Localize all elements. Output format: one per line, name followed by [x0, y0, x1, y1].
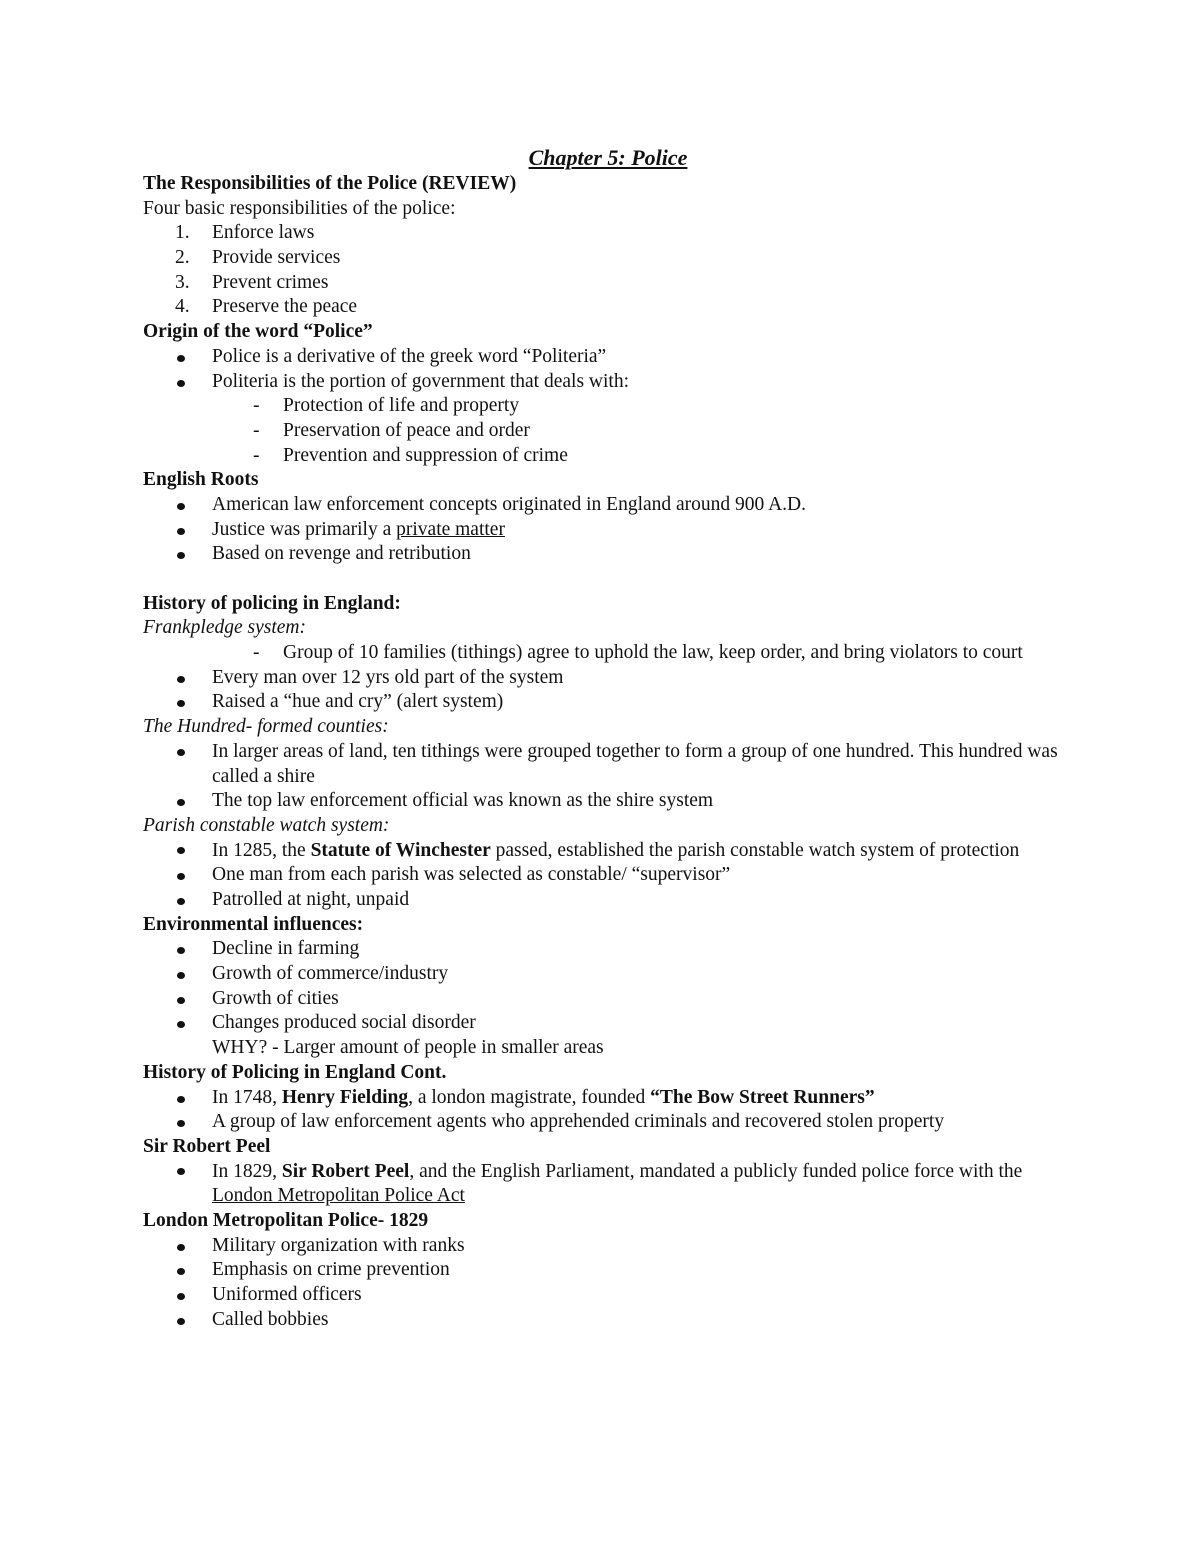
bullet-icon [143, 494, 212, 519]
bullet-item: Military organization with ranks [143, 1234, 1073, 1259]
dash-item: - Preservation of peace and order [143, 419, 1073, 444]
bullet-icon [143, 543, 212, 568]
bullet-icon [143, 1309, 212, 1334]
bullet-icon [143, 1160, 212, 1185]
bullet-item: In 1829, Sir Robert Peel, and the English Parliament, mandated a publicly funded police force with the London Metropolitan Police Act [143, 1160, 1073, 1209]
bullet-item: American law enforcement concepts originated in England around 900 A.D. [143, 493, 1073, 518]
page-title: Chapter 5: Police [528, 145, 688, 170]
item-number: 4. [175, 296, 190, 318]
bold-term: Sir Robert Peel [281, 1160, 410, 1182]
responsibilities-intro: Four basic responsibilities of the police: [143, 197, 456, 219]
heading-english-roots: English Roots [143, 469, 259, 491]
bullet-icon [143, 667, 212, 692]
heading-history-cont: History of Policing in England Cont. [143, 1061, 447, 1083]
item-number: 2. [175, 247, 190, 269]
dash-icon: - [253, 419, 260, 441]
bullet-item: Uniformed officers [143, 1283, 1073, 1308]
bullet-icon [143, 889, 212, 914]
bullet-icon [143, 864, 212, 889]
bullet-item: Police is a derivative of the greek word “Politeria” [143, 345, 1073, 370]
bullet-item: One man from each parish was selected as constable/ “supervisor” [143, 863, 1073, 888]
numbered-item [143, 246, 1073, 271]
numbered-item [143, 221, 1073, 246]
subheading-parish: Parish constable watch system: [143, 814, 390, 836]
item-text: Preserve the peace [212, 296, 358, 318]
subheading-hundred: The Hundred- formed counties: [143, 716, 389, 738]
bullet-icon [143, 839, 212, 864]
bullet-icon [143, 1284, 212, 1309]
numbered-item [143, 271, 1073, 296]
dash-icon: - [253, 395, 260, 417]
heading-responsibilities: The Responsibilities of the Police (REVIEW) [143, 173, 517, 194]
heading-history: History of policing in England: [143, 592, 401, 614]
bullet-item: Growth of commerce/industry [143, 962, 1073, 987]
heading-peel: Sir Robert Peel [143, 1135, 271, 1157]
bullet-item: The top law enforcement official was known as the shire system [143, 789, 1073, 814]
bullet-item: In 1285, the Statute of Winchester passed, established the parish constable watch system of protection [143, 839, 1073, 864]
bullet-item: Based on revenge and retribution [143, 542, 1073, 567]
item-text: Prevent crimes [212, 271, 329, 293]
bullet-icon [143, 1260, 212, 1285]
bullet-icon [143, 988, 212, 1013]
bold-term: “The Bow Street Runners” [650, 1086, 875, 1108]
heading-origin: Origin of the word “Police” [143, 321, 373, 343]
heading-environmental: Environmental influences: [143, 913, 364, 935]
bullet-item: Justice was primarily a private matter [143, 518, 1073, 543]
bullet-item: Decline in farming [143, 937, 1073, 962]
bullet-icon [143, 790, 212, 815]
underlined-term: private matter [396, 518, 505, 540]
bullet-item: In larger areas of land, ten tithings were grouped together to form a group of one hundred. This hundred was called a shire [143, 740, 1073, 789]
dash-item: - Prevention and suppression of crime [143, 444, 1073, 469]
bullet-item: Growth of cities [143, 987, 1073, 1012]
dash-icon: - [253, 444, 260, 466]
subheading-frankpledge: Frankpledge system: [143, 617, 306, 639]
bullet-icon [143, 740, 212, 765]
bullet-item: Patrolled at night, unpaid [143, 888, 1073, 913]
bullet-icon [143, 692, 212, 717]
bullet-icon [143, 939, 212, 964]
blank-line [143, 567, 1073, 592]
bullet-icon [143, 1111, 212, 1136]
bold-term: Henry Fielding [281, 1086, 409, 1108]
numbered-item [143, 295, 1073, 320]
bullet-item: Called bobbies [143, 1308, 1073, 1333]
bullet-item: Every man over 12 yrs old part of the system [143, 666, 1073, 691]
bullet-item: Raised a “hue and cry” (alert system) [143, 690, 1073, 715]
bullet-icon [143, 1087, 212, 1112]
item-number: 1. [175, 222, 190, 244]
item-number: 3. [175, 271, 190, 293]
heading-london: London Metropolitan Police- 1829 [143, 1209, 429, 1231]
dash-item: - Protection of life and property [143, 394, 1073, 419]
bullet-item: Emphasis on crime prevention [143, 1258, 1073, 1283]
dash-item: - Group of 10 families (tithings) agree to uphold the law, keep order, and bring violators to court [143, 641, 1073, 666]
bullet-item: In 1748, Henry Fielding, a london magistrate, founded “The Bow Street Runners” [143, 1086, 1073, 1111]
notes-content [143, 144, 1073, 1332]
bullet-icon [143, 346, 212, 371]
item-text: Enforce laws [212, 222, 315, 244]
bold-term: Statute of Winchester [310, 839, 491, 861]
bullet-icon [143, 1013, 212, 1038]
bullet-icon [143, 963, 212, 988]
underlined-term: London Metropolitan Police Act [212, 1185, 465, 1207]
bullet-icon [143, 1235, 212, 1260]
bullet-icon [143, 371, 212, 396]
bullet-icon [143, 519, 212, 544]
bullet-item: Politeria is the portion of government that deals with: [143, 370, 1073, 395]
item-text: Provide services [212, 247, 341, 269]
bullet-item: A group of law enforcement agents who apprehended criminals and recovered stolen property [143, 1110, 1073, 1135]
why-note: WHY? - Larger amount of people in smaller areas [212, 1037, 604, 1059]
bullet-item: Changes produced social disorder [143, 1011, 1073, 1036]
dash-icon: - [253, 642, 260, 664]
